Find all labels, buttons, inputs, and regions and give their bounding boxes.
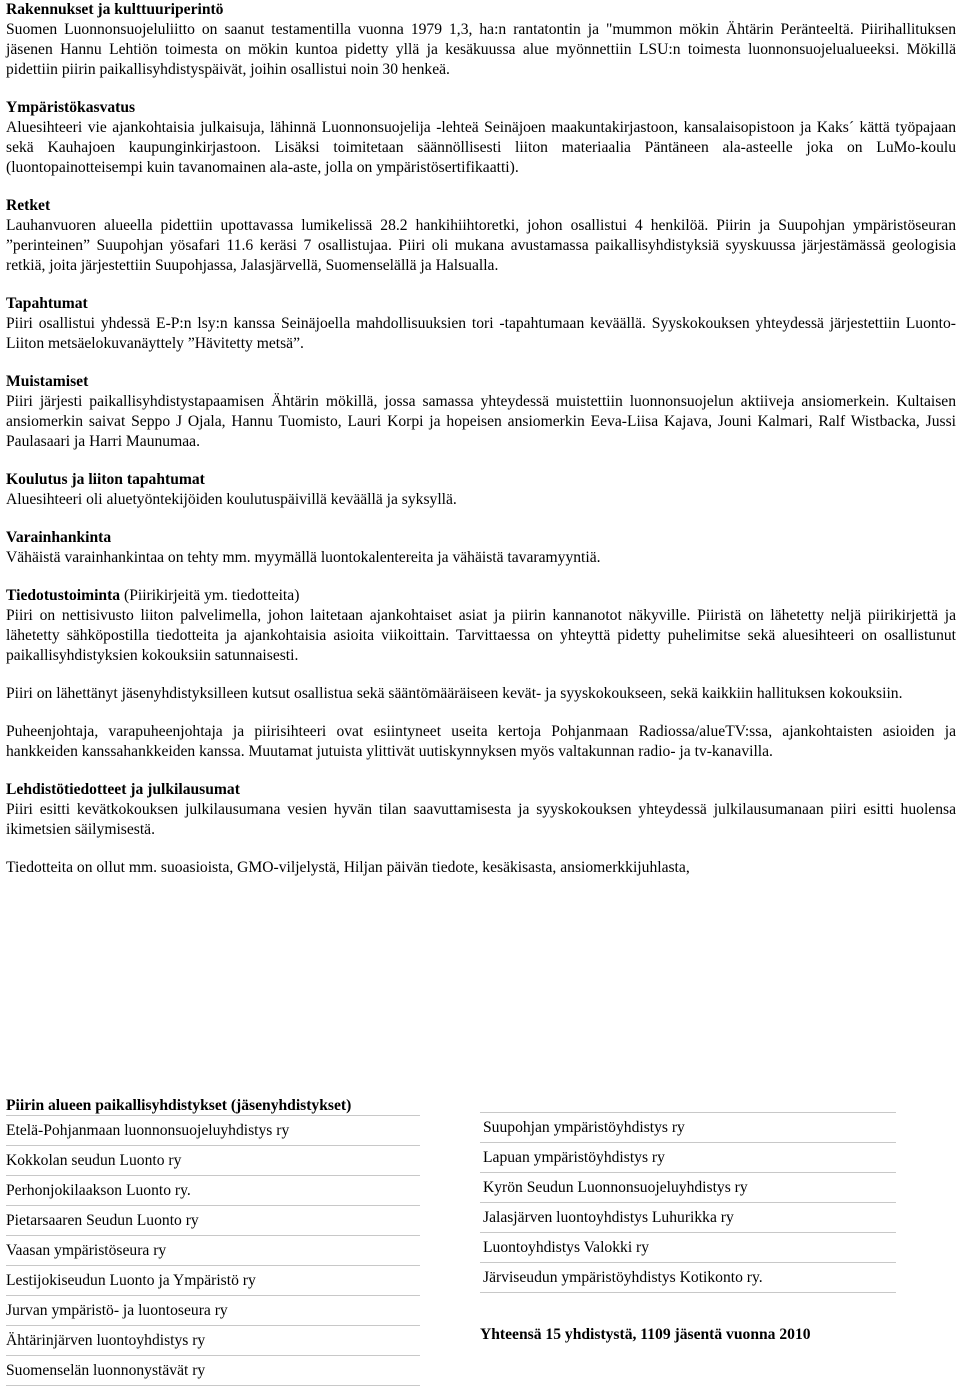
list-item-label: Jurvan ympäristö- ja luontoseura ry	[6, 1302, 228, 1319]
section-heading: Tapahtumat	[6, 295, 88, 312]
list-item-label: Lestijokiseudun Luonto ja Ympäristö ry	[6, 1272, 256, 1289]
section-training	[6, 470, 956, 510]
section-heading: Rakennukset ja kulttuuriperintö	[6, 1, 224, 18]
section-heading-row	[6, 586, 956, 606]
section-text: Piiri on lähettänyt jäsenyhdistyksilleen kutsut osallistua sekä sääntömääräiseen kevät- ja syyskokoukseen, sekä kaikkiin hallituksen kokouksiin.	[6, 685, 903, 702]
section-buildings	[6, 0, 956, 80]
section-communications-invitations	[6, 684, 956, 704]
list-item-label: Kokkolan seudun Luonto ry	[6, 1152, 182, 1169]
list-item	[6, 1176, 420, 1206]
list-item	[480, 1203, 896, 1233]
list-item	[6, 1326, 420, 1356]
list-item	[480, 1173, 896, 1203]
section-text: Piiri järjesti paikallisyhdistystapaamisen Ähtärin mökillä, jossa samassa yhteydessä muistettiin luonnonsuojelun aktiiveja ansiomerkein. Kultaisen ansiomerkin saivat Seppo J Ojala, Hannu Tuomisto, Lauri Korpi ja hopeisen ansiomerkin Eeva-Liisa Kajava, Jouni Kalmari, Ralf Wistbacka, Jussi Paulasaari ja Harri Maunumaa.	[6, 393, 956, 450]
list-item-label: Lapuan ympäristöyhdistys ry	[483, 1149, 665, 1166]
section-text: Piiri on nettisivusto liiton palvelimella, johon laitetaan ajankohtaiset asiat ja piirin kannanotot näkyville. Piiristä on lähetetty neljä piirikirjettä ja lähetetty sähköpostilla tiedotteita ja ajankohtaisia asioita viikoittain. Tarvittaessa on yhteyttä pidetty puhelimitse sekä aluesihteeri on osallistunut paikallisyhdistyksien kokouksiin satunnaisesti.	[6, 607, 956, 664]
associations-right-list	[480, 1096, 896, 1293]
associations-title: Piirin alueen paikallisyhdistykset (jäsenyhdistykset)	[6, 1096, 420, 1116]
section-text: Aluesihteeri oli aluetyöntekijöiden koulutuspäivillä keväällä ja syksyllä.	[6, 491, 457, 508]
associations-left-list	[6, 1096, 420, 1386]
associations-block	[6, 1096, 956, 1386]
list-item-label: Pietarsaaren Seudun Luonto ry	[6, 1212, 199, 1229]
section-heading: Tiedotustoiminta	[6, 587, 121, 604]
section-text: Puheenjohtaja, varapuheenjohtaja ja piirisihteeri ovat esiintyneet useita kertoja Pohjanmaan Radiossa/alueTV:ssa, ajankohtaisten asioiden ja hankkeiden kanssahankkeiden kanssa. Muutamat jutuista ylittivät uutiskynnyksen myös valtakunnan radio- ja tv-kanavilla.	[6, 723, 956, 760]
list-item-label: Etelä-Pohjanmaan luonnonsuojeluyhdistys ry	[6, 1122, 290, 1139]
list-item	[6, 1266, 420, 1296]
list-item	[6, 1116, 420, 1146]
list-item	[480, 1143, 896, 1173]
list-item-label: Kyrön Seudun Luonnonsuojeluyhdistys ry	[483, 1179, 748, 1196]
list-item-label: Suomenselän luonnonystävät ry	[6, 1362, 206, 1379]
associations-total: Yhteensä 15 yhdistystä, 1109 jäsentä vuonna 2010	[480, 1326, 811, 1343]
list-item	[6, 1206, 420, 1236]
section-text: Vähäistä varainhankintaa on tehty mm. myymällä luontokalentereita ja vähäistä tavaramyyntiä.	[6, 549, 601, 566]
section-text: Lauhanvuoren alueella pidettiin upottavassa lumikelissä 28.2 hankihiihtoretki, johon osallistui 4 henkilöä. Piirin ja Suupohjan ympäristöseuran ”perinteinen” Suupohjan yösafari 11.6 keräsi 7 osallistujaa. Piiri oli mukana avustamassa paikallisyhdistyksiä syyskuussa järjestämässä geologisia retkiä, joita järjestettiin Suupohjassa, Jalasjärvellä, Suomenselällä ja Halsualla.	[6, 217, 956, 274]
section-text: Piiri esitti kevätkokouksen julkilausumana vesien hyvän tilan saavuttamisesta ja syyskokouksen yhteydessä julkilausumanaan piiri esitti huolensa ikimetsien säilymisestä.	[6, 801, 956, 838]
section-heading: Koulutus ja liiton tapahtumat	[6, 471, 205, 488]
list-item-label: Jalasjärven luontoyhdistys Luhurikka ry	[483, 1209, 734, 1226]
section-fundraising	[6, 528, 956, 568]
section-press-notes	[6, 858, 956, 878]
list-item-label: Vaasan ympäristöseura ry	[6, 1242, 167, 1259]
section-heading: Ympäristökasvatus	[6, 99, 136, 116]
section-text: Tiedotteita on ollut mm. suoasioista, GMO-viljelystä, Hiljan päivän tiedote, kesäkisasta, ansiomerkkijuhlasta,	[6, 859, 690, 876]
list-item	[6, 1296, 420, 1326]
section-heading-note: (Piirikirjeitä ym. tiedotteita)	[124, 587, 300, 604]
list-item	[6, 1146, 420, 1176]
list-item	[6, 1236, 420, 1266]
section-environmental-education	[6, 98, 956, 178]
list-item-label: Suupohjan ympäristöyhdistys ry	[483, 1119, 685, 1136]
section-text: Suomen Luonnonsuojeluliitto on saanut testamentilla vuonna 1979 1,3, ha:n rantatontin ja "mummon mökin Ähtärin Peränteeltä. Piirihallituksen jäsenen Hannu Lehtiön toimesta on mökin kuntoa pidetty yllä ja kesäkuussa alue myönnettiin LSU:n toimesta luonnonsuojelualueeksi. Mökillä pidettiin piirin paikallisyhdistyspäivät, joihin osallistui noin 30 henkeä.	[6, 21, 956, 78]
section-heading: Muistamiset	[6, 373, 89, 390]
list-item	[6, 1356, 420, 1386]
list-item-label: Järviseudun ympäristöyhdistys Kotikonto ry.	[483, 1269, 763, 1286]
section-communications	[6, 586, 956, 666]
section-events	[6, 294, 956, 354]
section-heading: Retket	[6, 197, 51, 214]
section-communications-media	[6, 722, 956, 762]
list-top-divider	[480, 1096, 896, 1113]
section-text: Piiri osallistui yhdessä E-P:n lsy:n kanssa Seinäjoella mahdollisuuksien tori -tapahtumaan keväällä. Syyskokouksen yhteydessä järjestettiin Luonto-Liiton metsäelokuvanäyttely ”Hävitetty metsä”.	[6, 315, 956, 352]
list-item	[480, 1113, 896, 1143]
section-recognitions	[6, 372, 956, 452]
section-excursions	[6, 196, 956, 276]
section-press	[6, 780, 956, 840]
list-item	[480, 1263, 896, 1293]
report-page	[6, 0, 956, 896]
list-item-label: Perhonjokilaakson Luonto ry.	[6, 1182, 191, 1199]
list-item	[480, 1233, 896, 1263]
section-heading: Lehdistötiedotteet ja julkilausumat	[6, 781, 240, 798]
list-item-label: Ähtärinjärven luontoyhdistys ry	[6, 1332, 206, 1349]
list-item-label: Luontoyhdistys Valokki ry	[483, 1239, 650, 1256]
section-heading: Varainhankinta	[6, 529, 112, 546]
section-text: Aluesihteeri vie ajankohtaisia julkaisuja, lähinnä Luonnonsuojelija -lehteä Seinäjoen maakuntakirjastoon, kansalaisopistoon ja Kaks´ kättä työpajaan sekä Kauhajoen kaupunginkirjastoon. Lisäksi toimitetaan säännöllisesti liiton materiaalia Päntäneen ala-asteelle joka on LuMo-koulu (luontopainotteisempi kuin tavanomainen ala-aste, jolla on ympäristösertifikaatti).	[6, 119, 956, 176]
